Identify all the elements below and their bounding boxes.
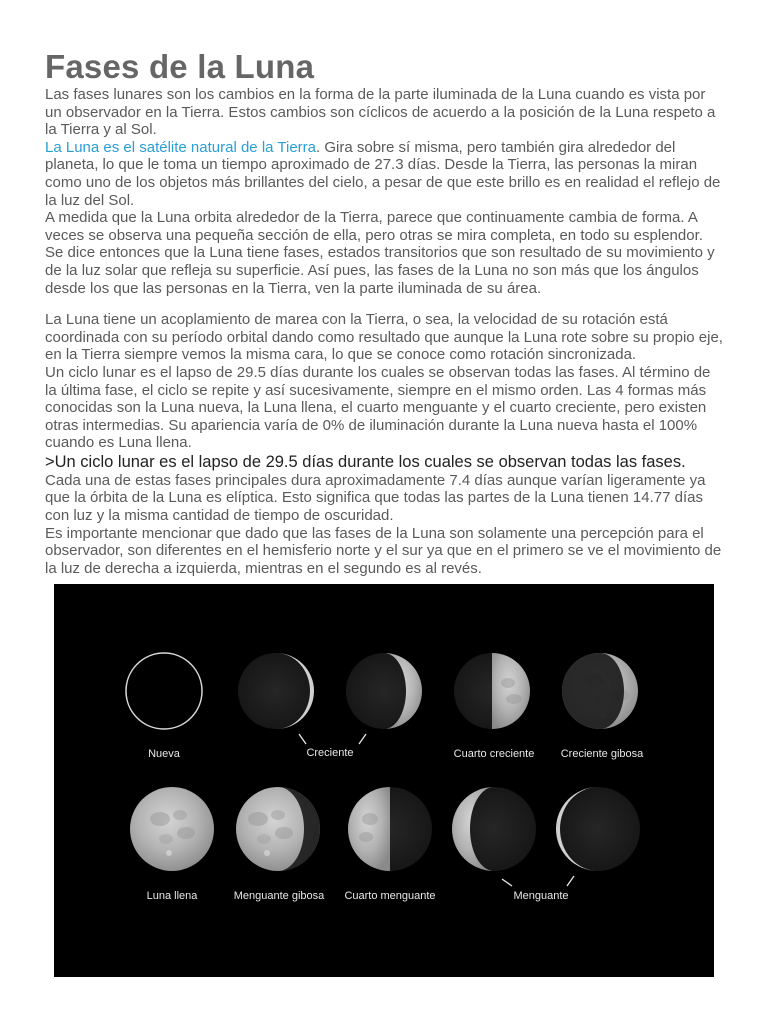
- moon-nueva: [126, 653, 202, 729]
- paragraph-satellite: [45, 139, 725, 209]
- menguante-pointer-lines: [502, 876, 574, 886]
- moon-menguante: [452, 787, 536, 871]
- paragraph-hemispheres: Es importante mencionar que dado que las fases de la Luna son solamente una percepción para el observador, son diferentes en el hemisferio norte y el sur ya que en el primero se ve el movimiento de la luz de derecha a izquierda, mientras en el segundo es al revés.: [45, 524, 722, 577]
- paragraph-gap: [45, 297, 725, 311]
- moon-phases-figure: [54, 584, 714, 977]
- page-title: Fases de la Luna: [45, 48, 315, 85]
- label-nueva: Nueva: [148, 748, 180, 760]
- paragraph-orbit: A medida que la Luna orbita alrededor de la Tierra, parece que continuamente cambia de forma. A veces se observa una pequeña sección de ella, pero otras se mira completa, en todo su esplendor. Se dice entonces que la Luna tiene fases, estados transitorios que son resultado de su movimiento y de la luz solar que refleja su superficie. Así pues, las fases de la Luna no son más que los ángulos desde los que las personas en la Tierra, ven la parte iluminada de su área.: [45, 209, 715, 297]
- label-menguante-gibosa: Menguante gibosa: [233, 890, 325, 902]
- moon-luna-llena: [130, 787, 214, 871]
- label-cuarto-menguante: Cuarto menguante: [344, 890, 436, 902]
- label-creciente: Creciente: [306, 747, 354, 759]
- paragraph-intro: Las fases lunares son los cambios en la forma de la parte iluminada de la Luna cuando es vista por un observador en la Tierra. Estos cambios son cíclicos de acuerdo a la posición de la Luna respeto a la Tierra y al Sol.: [45, 86, 716, 139]
- creciente-pointer-lines: [299, 734, 366, 744]
- moon-creciente: [238, 653, 314, 729]
- paragraph-lunar-cycle: Un ciclo lunar es el lapso de 29.5 días durante los cuales se observan todas las fases. Al término de la última fase, el ciclo se repite y así sucesivamente, siempre en el mismo orden. Las 4 formas más conocidas son la Luna nueva, la Luna llena, el cuarto menguante y el cuarto creciente, pero existen otras intermedias. Su apariencia varía de 0% de iluminación durante la Luna nueva hasta el 100% cuando es Luna llena.: [45, 363, 711, 452]
- label-menguante: Menguante: [513, 890, 569, 902]
- moon-cuarto-creciente: [454, 653, 530, 729]
- moon-creciente-2: [346, 653, 422, 729]
- paragraph-tidal-lock: La Luna tiene un acoplamiento de marea con la Tierra, o sea, la velocidad de su rotación está coordinada con su período orbital dando como resultado que aunque la Luna rote sobre su propio eje, en la Tierra siempre vemos la misma cara, lo que se conoce como rotación sincronizada.: [45, 311, 723, 364]
- moon-phases-svg: [54, 584, 714, 977]
- moon-cuarto-menguante: [348, 787, 432, 871]
- satellite-link[interactable]: La Luna es el satélite natural de la Tierra: [45, 138, 317, 156]
- moon-creciente-gibosa: [562, 653, 638, 729]
- moon-menguante-2: [556, 787, 640, 871]
- label-cuarto-creciente: Cuarto creciente: [453, 748, 535, 760]
- article-body: [45, 48, 725, 577]
- moon-menguante-gibosa: [236, 787, 320, 871]
- label-creciente-gibosa: Creciente gibosa: [560, 748, 644, 760]
- highlight-quote: >Un ciclo lunar es el lapso de 29.5 días durante los cuales se observan todas las fases.: [45, 452, 686, 471]
- label-luna-llena: Luna llena: [146, 890, 198, 902]
- paragraph-satellite-text: . Gira sobre sí misma, pero también gira alrededor del planeta, lo que le toma un tiempo aproximado de 27.3 días. Desde la Tierra, las personas la miran como uno de los objetos más brillantes del cielo, a pesar de que este brillo es en realidad el reflejo de la luz del Sol.: [45, 138, 721, 209]
- paragraph-duration: Cada una de estas fases principales dura aproximadamente 7.4 días aunque varían ligeramente ya que la órbita de la Luna es elíptica. Esto significa que todas las partes de la Luna tienen 14.77 días con luz y la misma cantidad de tiempo de oscuridad.: [45, 471, 706, 525]
